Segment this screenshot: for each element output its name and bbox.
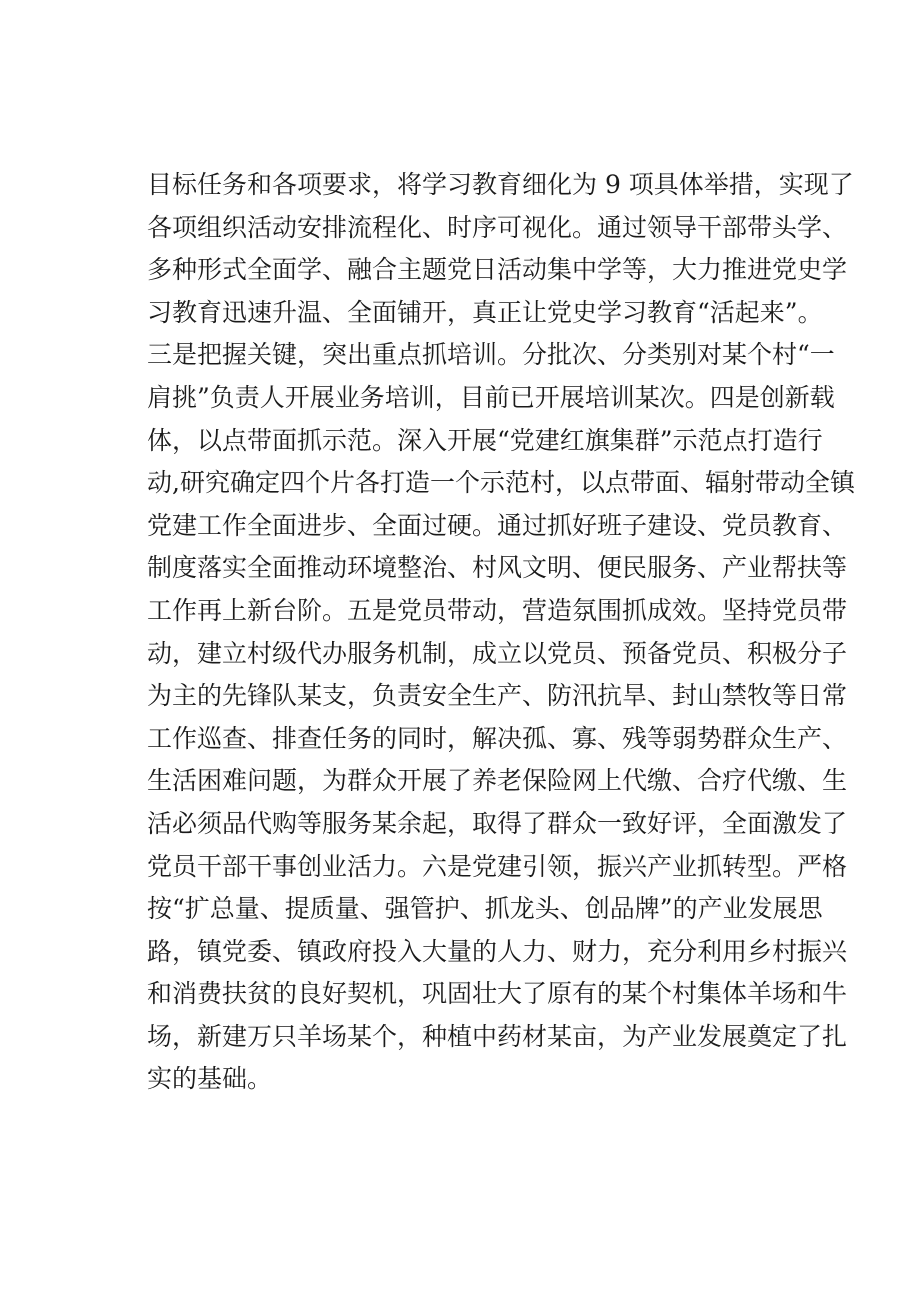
text-line: 党员干部干事创业活力。六是党建引领，振兴产业抓转型。严格	[147, 851, 848, 881]
text-line: 生活困难问题，为群众开展了养老保险网上代缴、合疗代缴、生	[147, 766, 848, 796]
text-line: 肩挑”负责人开展业务培训，目前已开展培训某次。四是创新载	[147, 382, 835, 412]
text-line: 制度落实全面推动环境整治、村风文明、便民服务、产业帮扶等	[147, 553, 848, 583]
text-line: 党建工作全面进步、全面过硬。通过抓好班子建设、党员教育、	[147, 510, 848, 540]
text-line: 体，以点带面抓示范。深入开展“党建红旗集群”示范点打造行	[147, 425, 823, 455]
text-line: 为主的先锋队某支，负责安全生产、防汛抗旱、封山禁牧等日常	[147, 681, 848, 711]
text-line: 多种形式全面学、融合主题党日活动集中学等，大力推进党史学	[147, 255, 848, 285]
text-line: 习教育迅速升温、全面铺开，真正让党史学习教育“活起来”。	[147, 297, 823, 327]
text-line: 场，新建万只羊场某个，种植中药材某亩，为产业发展奠定了扎	[147, 1021, 848, 1051]
text-line: 路，镇党委、镇政府投入大量的人力、财力，充分利用乡村振兴	[147, 936, 848, 966]
text-line-last: 实的基础。	[147, 1064, 273, 1094]
text-line: 工作再上新台阶。五是党员带动，营造氛围抓成效。坚持党员带	[147, 595, 848, 625]
text-line: 动，建立村级代办服务机制，成立以党员、预备党员、积极分子	[147, 638, 848, 668]
text-line: 三是把握关键，突出重点抓培训。分批次、分类别对某个村“一	[147, 340, 835, 370]
body-text	[147, 164, 855, 1101]
text-line: 和消费扶贫的良好契机，巩固壮大了原有的某个村集体羊场和牛	[147, 979, 848, 1009]
text-line: 目标任务和各项要求，将学习教育细化为 9 项具体举措，实现了	[147, 170, 854, 199]
text-line: 动,研究确定四个片各打造一个示范村，以点带面、辐射带动全镇	[147, 468, 855, 498]
text-line: 活必须品代购等服务某余起，取得了群众一致好评，全面激发了	[147, 808, 848, 838]
text-line: 工作巡查、排查任务的同时，解决孤、寡、残等弱势群众生产、	[147, 723, 848, 753]
text-line: 按“扩总量、提质量、强管护、抓龙头、创品牌”的产业发展思	[147, 894, 823, 924]
text-line: 各项组织活动安排流程化、时序可视化。通过领导干部带头学、	[147, 212, 848, 242]
